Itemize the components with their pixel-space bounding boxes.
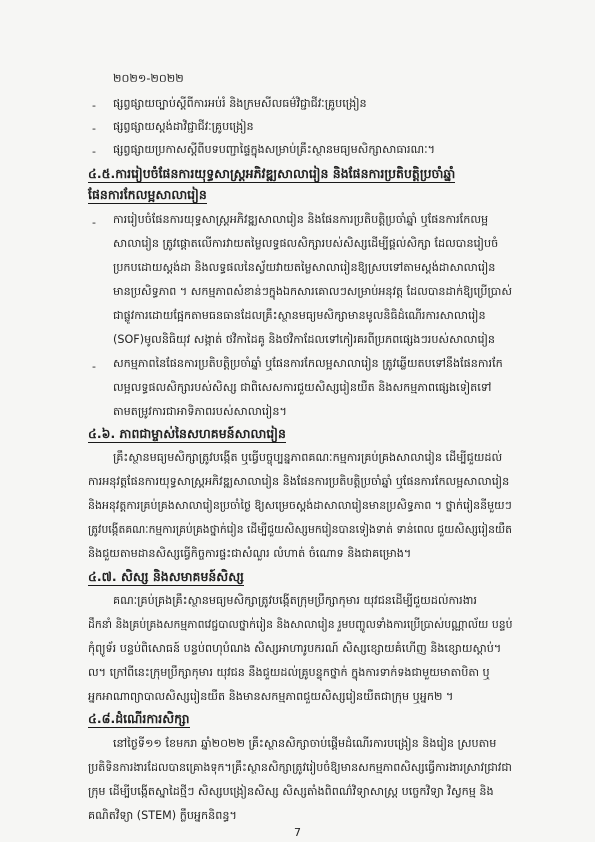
intro-bullet: ផ្សព្វផ្សាយច្បាប់ស្តីពីការអប់រំ និងក្រមសីលធម៌វិជ្ជាជីវៈគ្រូបង្រៀន [113, 97, 367, 110]
section-heading-text: ៤.៨.ដំណើរការសិក្សា [88, 711, 190, 726]
paragraph-line: និងជួយតាមដានសិស្សធ្វើកិច្ចការផ្ទះជាសំណួរ លំហាត់ ចំណោទ និងជាគម្រោង។ [88, 547, 412, 560]
paragraph-line: ក្រុម ដើម្បីបង្កើតស្នាដៃថ្មីៗ សិស្សបង្រៀនសិស្ស សិស្សតាំងពិពណ៌វិទ្យាសាស្ត្រ បច្ចេកវិទ្យា វិស្វកម្ម និង [88, 785, 494, 798]
bullet-dash: - [92, 360, 96, 373]
section-heading-text: ផែនការកែលម្អសាលារៀន [88, 187, 207, 202]
paragraph-line: ល។ ក្រៅពីនេះក្រុមប្រឹក្សាកុមារ យុវជន នឹងជួយដល់គ្រូបន្ទុកថ្នាក់ ក្នុងការទាក់ទងជាមួយមាតាបិតា ឬ [88, 666, 490, 679]
section-4-6-heading [88, 426, 286, 445]
paragraph-line: ការអនុវត្តផែនការយុទ្ធសាស្ត្រអភិវឌ្ឍសាលារៀន និងផែនការប្រតិបត្តិប្រចាំឆ្នាំ ឬផែនការកែលម្អសាលារៀន [88, 475, 510, 488]
paragraph-line: ការរៀបចំផែនការយុទ្ធសាស្ត្រអភិវឌ្ឍសាលារៀន និងផែនការប្រតិបត្តិប្រចាំឆ្នាំ ឬផែនការកែលម្អ [113, 213, 489, 226]
paragraph-line: គ្រឹះស្ថានមធ្យមសិក្សាត្រូវបង្កើត ឬធ្វើបច្ចុប្បន្នភាពគណៈកម្មការគ្រប់គ្រងសាលារៀន ដើម្បីជួយដល់ [113, 451, 503, 464]
page-number: 7 [294, 826, 301, 839]
paragraph-line: នៅថ្ងៃទី១១ ខែមករា ឆ្នាំ២០២២ គ្រឹះស្ថានសិក្សាចាប់ផ្តើមដំណើរការបង្រៀន និងរៀន ស្របតាម [113, 737, 497, 750]
intro-bullet: ផ្សព្វផ្សាយប្រកាសស្តីពីបទបញ្ជាផ្ទៃក្នុងសម្រាប់គ្រឹះស្ថានមធ្យមសិក្សាសាធារណៈ។ [113, 143, 435, 156]
section-heading-text: ៤.៥.ការរៀបចំផែនការយុទ្ធសាស្ត្រអភិវឌ្ឍសាលារៀន និងផែនការប្រតិបត្តិប្រចាំឆ្នាំ [88, 166, 456, 181]
intro-bullet: ផ្សព្វផ្សាយស្តង់ដាវិជ្ជាជីវៈគ្រូបង្រៀន [113, 120, 254, 133]
year-line: ២០២១-២០២២ [113, 72, 184, 85]
bullet-dash: - [92, 216, 96, 229]
paragraph-line: ជាផ្លូវការដោយផ្អែកតាមធនធានដែលគ្រឹះស្ថានមធ្យមសិក្សាមានមូលនិធិដំណើរការសាលារៀន [113, 309, 486, 322]
paragraph-line: សាលារៀន ត្រូវផ្តោតលើការវាយតម្លៃលទ្ធផលសិក្សារបស់សិស្សដើម្បីផ្តល់សិក្សា ដែលបានរៀបចំ [113, 237, 499, 250]
paragraph-line: អ្នកអាណាព្យាបាលសិស្សរៀនយឺត និងមានសកម្មភាពជួយសិស្សរៀនយឺតជាក្រុម ឬអ្នក២ ។ [88, 690, 454, 703]
section-heading-text: ៤.៦. ភាពជាម្ចាស់នៃសហគមន៍សាលារៀន [88, 426, 286, 441]
paragraph-line: លម្អលទ្ធផលសិក្សារបស់សិស្ស ជាពិសេសការជួយសិស្សរៀនយឺត និងសកម្មភាពផ្សេងទៀតទៅ [113, 381, 492, 394]
section-heading-text: ៤.៧. សិស្ស និងសមាគមន៍សិស្ស [88, 569, 244, 584]
paragraph-line: ប្រតិទិនការងារដែលបានគ្រោងទុក។គ្រឹះស្ថានសិក្សាត្រូវរៀបចំឱ្យមានសកម្មភាពសិស្សធ្វើការងារស្រាវជ្រាវជា [88, 761, 512, 774]
paragraph-line: ដឹកនាំ និងគ្រប់គ្រងសកម្មភាពវេជ្ជបាលថ្នាក់រៀន និងសាលារៀន រួមបញ្ចូលទាំងការប្រើប្រាស់បណ្ណាល័យ បន្ទប់ [88, 618, 513, 631]
section-4-5-heading [88, 166, 455, 185]
bullet-dash: - [92, 99, 96, 112]
section-4-7-heading [88, 569, 244, 588]
section-4-8-heading [88, 711, 190, 730]
section-4-5-heading-cont [88, 187, 207, 206]
paragraph-line: កុំព្យូទ័រ បន្ទប់ពិសោធន៍ បន្ទប់ពហុបំណង សិស្សអាហារូបករណ៍ សិស្សខ្សោយគំហើញ និងខ្សោយស្តាប់។ [88, 642, 502, 655]
paragraph-line: សកម្មភាពនៃផែនការប្រតិបត្តិប្រចាំឆ្នាំ ឬផែនការកែលម្អសាលារៀន ត្រូវឆ្លើយតបទៅនឹងផែនការកែ [113, 357, 503, 370]
paragraph-line: (SOF)មូលនិធិយុវ សង្កាត់ ថវិកាដៃគូ និងថវិកាដែលទៅកៀរគរពីប្រភពផ្សេងៗរបស់សាលារៀន [113, 333, 496, 346]
paragraph-line: មានប្រសិទ្ធភាព ។ សកម្មភាពសំខាន់ៗក្នុងឯកសារគោលៗសម្រាប់អនុវត្ត ដែលបានដាក់ឱ្យប្រើប្រាស់ [113, 285, 512, 298]
paragraph-line: ត្រូវបង្កើតគណៈកម្មការគ្រប់គ្រងថ្នាក់រៀន ដើម្បីជួយសិស្សមករៀនបានទៀងទាត់ ទាន់ពេល ជួយសិស្សរៀនយឺត [88, 523, 512, 536]
paragraph-line: គណិតវិទ្យា (STEM) ក្លឹបអ្នកនិពន្ធ។ [88, 809, 237, 822]
paragraph-line: ប្រកបដោយស្តង់ដា និងលទ្ធផលនៃស្វ័យវាយតម្លៃសាលារៀនឱ្យស្របទៅតាមស្តង់ដាសាលារៀន [113, 261, 496, 274]
bullet-dash: - [92, 145, 96, 158]
paragraph-line: គណៈគ្រប់គ្រងគ្រឹះស្ថានមធ្យមសិក្សាត្រូវបង្កើតក្រុមប្រឹក្សាកុមារ យុវជនដើម្បីជួយដល់ការងារ [113, 594, 477, 607]
paragraph-line: និងអនុវត្តការគ្រប់គ្រងសាលារៀនប្រចាំថ្ងៃ ឱ្យសម្រេចស្តង់ដាសាលារៀនមានប្រសិទ្ធភាព ។ ថ្នាក់រៀននីមួយៗ [88, 499, 512, 512]
paragraph-line: តាមតម្រូវការជាអាទិភាពរបស់សាលារៀន។ [113, 405, 287, 418]
bullet-dash: - [92, 122, 96, 135]
